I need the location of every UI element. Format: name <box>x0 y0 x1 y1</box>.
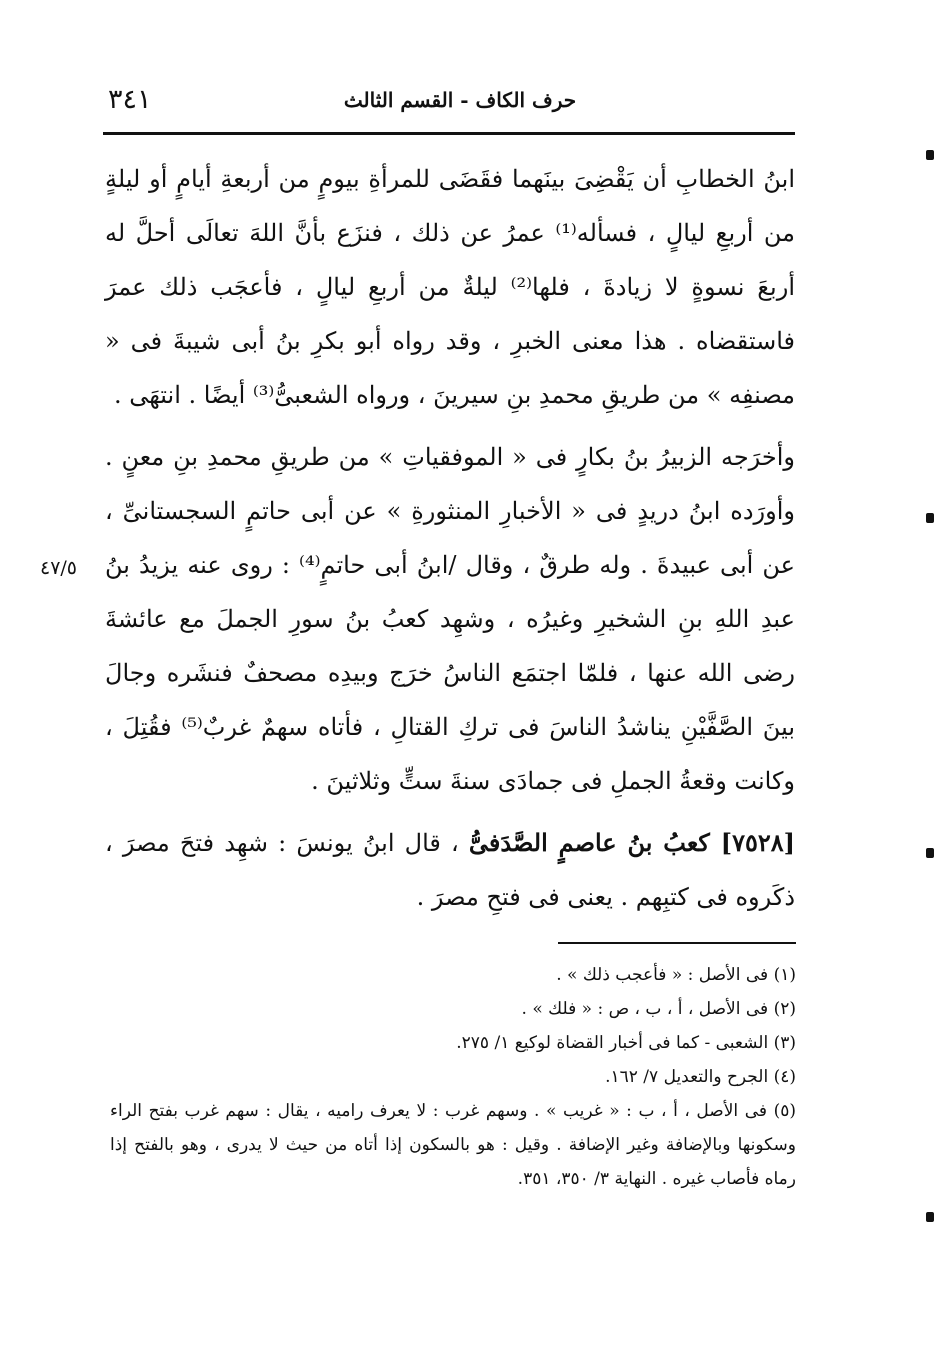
footnote: (٣) الشعبى - كما فى أخبار القضاة لوكيع ١/ ٢٧٥. <box>456 1033 796 1053</box>
page-number: ٣٤١ <box>108 84 152 115</box>
entry-heading: [٧٥٢٨] كعبُ بنُ عاصمٍ الصَّدَفىُّ <box>468 828 795 857</box>
footnotes <box>110 958 796 1196</box>
footnote-rule <box>558 942 796 944</box>
footnote: (١) فى الأصل : « فأعجب ذلك » . <box>556 965 796 985</box>
footnote: (٢) فى الأصل ، أ ، ب ، ص : « فلك » . <box>521 999 796 1019</box>
footnote: (٤) الجرح والتعديل ٧/ ١٦٢. <box>605 1067 796 1087</box>
scan-edge-mark <box>926 150 934 160</box>
paragraph: وأخرَجه الزبيرُ بنُ بكارٍ فى « الموفقياتِ » من طريقِ محمدِ بنِ معنٍ . وأورَده ابنُ دريدٍ فى « الأخبارِ المنثورةِ » عن أبى حاتمٍ السجستانىِّ ، عن أبى عبيدةَ . وله طرقٌ ، وقال /ابنُ أبى حاتمٍ⁽⁴⁾ : روى عنه يزيدُ بنُ عبدِ اللهِ بنِ الشخيرِ وغيرُه ، وشهِد كعبُ بنُ سورِ الجملَ مع عائشةَ رضى الله عنها ، فلمّا اجتمَع الناسُ خرَج وبيدِه مصحفٌ فنشَره وجالَ بينَ الصَّفَّيْنِ يناشدُ الناسَ فى تركِ القتالِ ، فأتاه سهمٌ غربٌ⁽⁵⁾ فقُتِلَ ، وكانت وقعةُ الجملِ فى جمادَى سنةَ ستٍّ وثلاثينَ . <box>105 443 795 795</box>
paragraph: ابنُ الخطابِ أن يَقْضِىَ بينَهما فقَضَى للمرأةِ بيومٍ من أربعةِ أيامٍ أو ليلةٍ من أربعِ ليالٍ ، فسأله⁽¹⁾ عمرُ عن ذلك ، فنزَع بأنَّ اللهَ تعالَى أحلَّ له أربعَ نسوةٍ لا زيادةَ ، فلها⁽²⁾ ليلةٌ من أربعِ ليالٍ ، فأعجَب ذلك عمرَ فاستقضاه . هذا معنى الخبرِ ، وقد رواه أبو بكرِ بنُ أبى شيبةَ فى « مصنفِه » من طريقِ محمدِ بنِ سيرينَ ، ورواه الشعبىُّ⁽³⁾ أيضًا . انتهَى . <box>105 165 795 409</box>
scan-edge-mark <box>926 513 934 523</box>
footnote: (٥) فى الأصل ، أ ، ب : « غريب » . وسهم غرب : لا يعرف راميه ، يقال : سهم غرب بفتح الراء وسكونها وبالإضافة وغير الإضافة . وقيل : هو بالسكون إذا أتاه من حيث لا يدرى ، وهو بالفتح إذا رماه فأصاب غيره . النهاية ٣/ ٣٥٠، ٣٥١. <box>110 1101 796 1189</box>
entry-paragraph <box>105 816 795 924</box>
margin-reference: ٤٧/٥ <box>40 557 78 579</box>
scan-edge-mark <box>926 848 934 858</box>
main-text <box>105 152 795 932</box>
entry-text: ، قال ابنُ يونسَ : شهِد فتحَ مصرَ ، ذكَروه فى كتبِهم . يعنى فى فتحِ مصرَ . <box>105 829 795 911</box>
header-rule <box>103 132 795 135</box>
running-title: حرف الكاف - القسم الثالث <box>343 88 577 112</box>
scan-edge-mark <box>926 1212 934 1222</box>
